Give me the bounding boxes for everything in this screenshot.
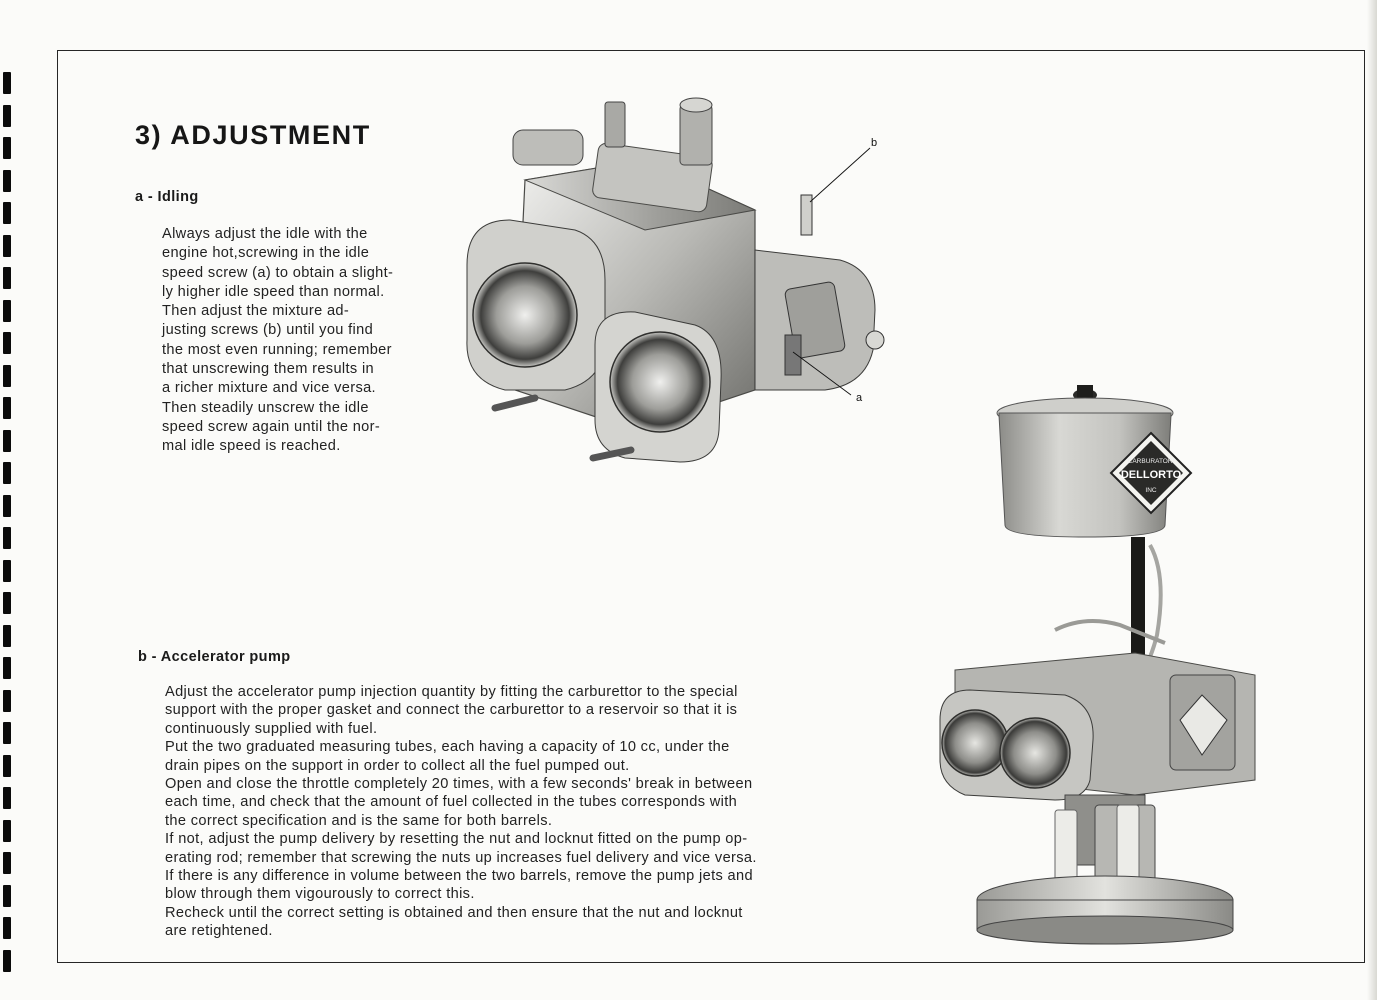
pump-text-line: each time, and check that the amount of fuel collected in the tubes corresponds with (165, 794, 738, 811)
idling-heading: a - Idling (135, 189, 199, 205)
accelerator-pump-paragraph (165, 683, 757, 941)
dellorto-logo-top: CARBURATORI (1127, 458, 1175, 465)
accelerator-pump-heading: b - Accelerator pump (138, 649, 291, 665)
pump-text-line: blow through them vigourously to correct this. (165, 886, 475, 903)
idling-text-line: Then steadily unscrew the idle (162, 399, 369, 416)
pump-text-line: the correct specification and is the same for both barrels. (165, 812, 553, 829)
idling-text-line: Then adjust the mixture ad- (162, 303, 350, 320)
callout-b-label: b (871, 137, 878, 149)
idling-paragraph (162, 225, 393, 457)
binding-hole (3, 137, 11, 159)
pump-text-line: support with the proper gasket and connect the carburettor to a reservoir so that it is (165, 702, 738, 719)
binding-hole (3, 755, 11, 777)
pump-text-line: Open and close the throttle completely 20 times, with a few seconds' break in between (165, 776, 753, 793)
idling-text-line: mal idle speed is reached. (162, 438, 341, 455)
idling-text-line: speed screw again until the nor- (162, 418, 381, 435)
pump-text-line: drain pipes on the support in order to collect all the fuel pumped out. (165, 757, 630, 774)
spiral-binding (3, 72, 13, 972)
pump-text-line: If there is any difference in volume between the two barrels, remove the pump jets and (165, 868, 753, 885)
binding-hole (3, 430, 11, 452)
binding-hole (3, 72, 11, 94)
idling-text-line: a richer mixture and vice versa. (162, 380, 376, 397)
section-title: 3) ADJUSTMENT (135, 120, 371, 150)
idling-text-line: that unscrewing them results in (162, 361, 375, 378)
pump-text-line: are retightened. (165, 923, 273, 940)
binding-hole (3, 950, 11, 972)
binding-hole (3, 527, 11, 549)
binding-hole (3, 625, 11, 647)
idling-text-line: Always adjust the idle with the (162, 226, 368, 242)
idling-text-line: ly higher idle speed than normal. (162, 283, 385, 300)
dellorto-logo-bottom: INC (1145, 487, 1157, 494)
binding-hole (3, 852, 11, 874)
binding-hole (3, 202, 11, 224)
pump-text-line: Put the two graduated measuring tubes, each having a capacity of 10 cc, under the (165, 739, 730, 756)
pump-text-line: Adjust the accelerator pump injection quantity by fitting the carburettor to the special (165, 684, 738, 700)
binding-hole (3, 235, 11, 257)
binding-hole (3, 657, 11, 679)
binding-hole (3, 592, 11, 614)
binding-hole (3, 105, 11, 127)
pump-text-line: continuously supplied with fuel. (165, 720, 378, 737)
binding-hole (3, 495, 11, 517)
binding-hole (3, 397, 11, 419)
pump-text-line: If not, adjust the pump delivery by resetting the nut and locknut fitted on the pump op- (165, 831, 748, 848)
dellorto-logo-main: DELLORTO (1120, 469, 1182, 481)
pump-text-line: Recheck until the correct setting is obtained and then ensure that the nut and locknut (165, 904, 743, 921)
carburettor-illustration (455, 90, 900, 475)
binding-hole (3, 917, 11, 939)
idling-text-line: justing screws (b) until you find (162, 322, 374, 339)
binding-hole (3, 722, 11, 744)
callout-a-label: a (856, 392, 863, 404)
binding-hole (3, 787, 11, 809)
binding-hole (3, 690, 11, 712)
binding-hole (3, 267, 11, 289)
binding-hole (3, 170, 11, 192)
binding-hole (3, 300, 11, 322)
binding-hole (3, 820, 11, 842)
binding-hole (3, 365, 11, 387)
binding-hole (3, 332, 11, 354)
idling-text-line: speed screw (a) to obtain a slight- (162, 264, 394, 281)
idling-text-line: engine hot,screwing in the idle (162, 245, 370, 262)
idling-text-line: the most even running; remember (162, 341, 392, 358)
binding-hole (3, 885, 11, 907)
page-edge-shadow (1367, 0, 1377, 1000)
binding-hole (3, 560, 11, 582)
pump-test-rig-photo (935, 375, 1265, 945)
pump-text-line: erating rod; remember that screwing the nuts up increases fuel delivery and vice versa. (165, 849, 757, 866)
binding-hole (3, 462, 11, 484)
